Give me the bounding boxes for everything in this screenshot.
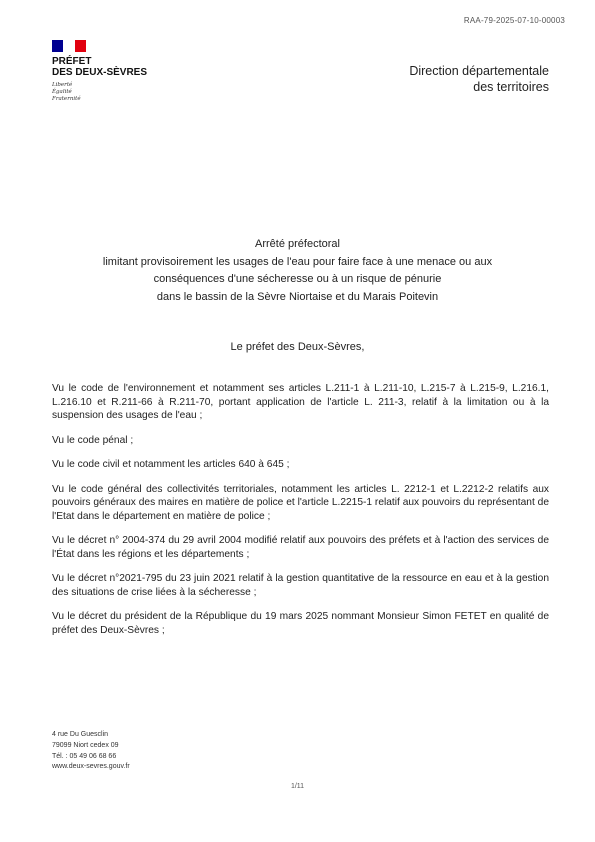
consideration-item: Vu le décret du président de la République du 19 mars 2025 nommant Monsieur Simon FETET en qualité de préfet des Deux-Sèvres ;	[52, 611, 549, 636]
page-number: 1/11	[290, 783, 305, 790]
direction-line-1: Direction départementale	[409, 64, 549, 78]
motto-liberte: Liberté	[52, 82, 73, 88]
title-line-2: limitant provisoirement les usages de l'eau pour faire face à une menace ou aux	[102, 255, 493, 268]
title-line-3: conséquences d'une sécheresse ou à un risque de pénurie	[153, 273, 442, 285]
consideration-item: Vu le code pénal ;	[52, 434, 134, 446]
footer-address: 4 rue Du Guesclin	[52, 731, 109, 738]
consideration-item: Vu le code civil et notamment les articles 640 à 645 ;	[52, 459, 290, 470]
issuing-direction	[349, 63, 549, 95]
title-line-4: dans le bassin de la Sèvre Niortaise et du Marais Poitevin	[156, 290, 439, 303]
consideration-item: Vu le décret n°2021-795 du 23 juin 2021 relatif à la gestion quantitative de la ressource en eau et à la gestion des situations de crise liées à la sécheresse ;	[52, 573, 549, 598]
consideration-item: Vu le code de l'environnement et notamment ses articles L.211-1 à L.211-10, L.215-7 à L.215-9, L.216.1, L.216.10 et R.211-66 à R.211-70, portant application de l'article L. 211-3, relatif à la limitation ou à la suspension des usages de l'eau ;	[52, 383, 549, 421]
prefecture-logo	[52, 40, 182, 103]
prefet-line-2: DES DEUX-SÈVRES	[52, 67, 148, 78]
prefet-title	[52, 56, 182, 78]
decree-title	[40, 236, 555, 306]
motto-fraternite: Fraternité	[52, 96, 81, 102]
document-reference: RAA-79-2025-07-10-00003	[463, 16, 565, 25]
footer-website: www.deux-sevres.gouv.fr	[52, 763, 130, 771]
consideration-item: Vu le code général des collectivités territoriales, notamment les articles L. 2212-1 et L.2212-2 relatifs aux pouvoirs généraux des maires en matière de police et l'article L.2215-1 relatif aux pouvoirs du représentant de l'Etat dans le département en matière de police ;	[52, 483, 549, 522]
title-line-1: Arrêté préfectoral	[255, 238, 340, 250]
motto-egalite: Égalité	[52, 89, 72, 95]
direction-line-2: des territoires	[473, 80, 549, 94]
considerations-list	[52, 382, 549, 648]
flag-stripe-red	[75, 40, 86, 52]
prefet-line-1: PRÉFET	[52, 56, 92, 67]
footer-postal: 79099 Niort cedex 09	[52, 741, 119, 749]
flag-stripe-blue	[52, 40, 63, 52]
footer-phone: Tél. : 05 49 06 68 66	[52, 752, 117, 760]
consideration-item: Vu le décret n° 2004-374 du 29 avril 2004 modifié relatif aux pouvoirs des préfets et à l'action des services de l'État dans les régions et les départements ;	[52, 535, 549, 560]
prefect-heading: Le préfet des Deux-Sèvres,	[230, 341, 365, 353]
flag-stripe-white	[63, 40, 74, 52]
footer-contact	[52, 730, 130, 773]
marianne-flag-icon	[52, 40, 86, 52]
republic-motto	[52, 82, 182, 103]
